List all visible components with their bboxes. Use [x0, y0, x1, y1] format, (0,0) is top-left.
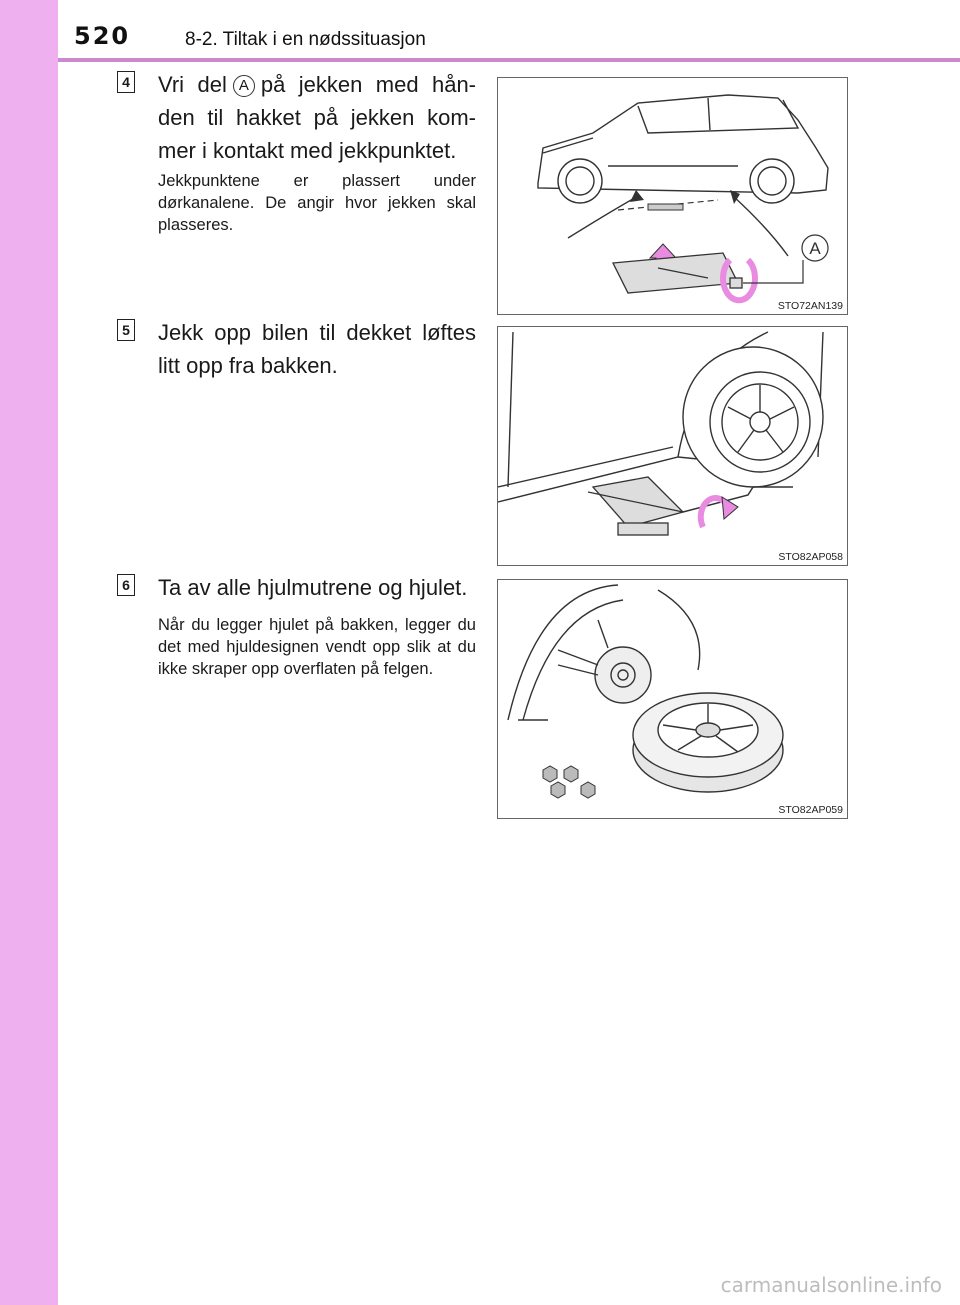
- section-title: 8-2. Tiltak i en nødssituasjon: [185, 29, 426, 50]
- header-tab-corner: [0, 0, 58, 58]
- watermark: carmanualsonline.info: [720, 1273, 942, 1297]
- figure-callout-a: A: [809, 239, 821, 258]
- side-tab: [0, 0, 58, 1305]
- figure-code: STO82AP059: [778, 804, 843, 816]
- step-6-note: Når du legger hjulet på bakken, legger du det med hjuldesignen vendt opp slik at du ikke skraper opp overflaten på felgen.: [158, 616, 476, 678]
- step-number-5: 5: [117, 319, 135, 341]
- car-jack-illustration: [498, 78, 847, 314]
- step-6-text: Ta av alle hjulmutrene og hjulet.: [158, 575, 468, 600]
- figure-remove-wheel: [497, 579, 848, 819]
- step-4-text-after: på jekken med hån-den til hakket på jekken kom-mer i kontakt med jekkpunktet.: [158, 72, 477, 163]
- jacking-illustration: [498, 327, 847, 565]
- figure-jack-up: [497, 326, 848, 566]
- step-number-6: 6: [117, 574, 135, 596]
- wheel-removal-illustration: [498, 580, 847, 818]
- step-number-4: 4: [117, 71, 135, 93]
- page-header: [0, 0, 960, 58]
- figure-code: STO82AP058: [778, 551, 843, 563]
- step-5-text: Jekk opp bilen til dekket løftes litt opp fra bakken.: [158, 320, 476, 378]
- figure-jack-position: [497, 77, 848, 315]
- page-number: 520: [74, 22, 131, 50]
- part-a-marker: A: [233, 75, 255, 97]
- figure-code: STO72AN139: [777, 300, 843, 312]
- step-4-text: [158, 68, 476, 167]
- header-rule: [58, 58, 960, 62]
- step-4-note: Jekkpunktene er plassert under dørkanalene. De angir hvor jekken skal plasseres.: [158, 172, 476, 234]
- step-4-text-before: Vri del: [158, 72, 227, 97]
